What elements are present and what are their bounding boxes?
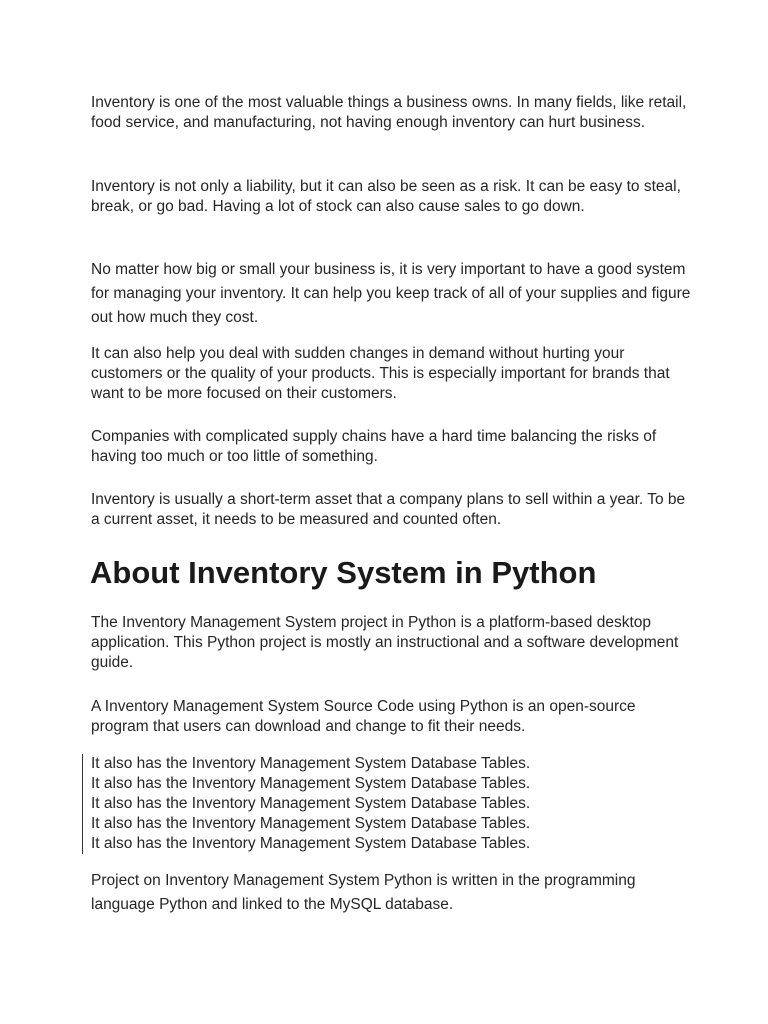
paragraph-open-source: A Inventory Management System Source Code using Python is an open-source program that users can download and change to fit their needs. (91, 698, 636, 735)
paragraph-project-description: The Inventory Management System project in Python is a platform-based desktop application. This Python project is mostly an instructional and a software development guide. (91, 614, 679, 671)
quote-line: It also has the Inventory Management System Database Tables. (91, 835, 531, 852)
paragraph-demand-changes: It can also help you deal with sudden changes in demand without hurting your customers or the quality of your products. This is especially important for brands that want to be more focused on their customers. (91, 345, 670, 402)
paragraph-short-term-asset: Inventory is usually a short-term asset that a company plans to sell within a year. To be a current asset, it needs to be measured and counted often. (91, 491, 686, 528)
paragraph-supply-chains: Companies with complicated supply chains have a hard time balancing the risks of having too much or too little of something. (91, 428, 657, 465)
blockquote (82, 754, 711, 854)
section-heading: About Inventory System in Python (90, 555, 597, 590)
paragraph-inventory-system: No matter how big or small your business is, it is very important to have a good system for managing your inventory. It can help you keep track of all of your supplies and figure out how much they cost. (91, 261, 691, 326)
paragraph-inventory-value: Inventory is one of the most valuable things a business owns. In many fields, like retail, food service, and manufacturing, not having enough inventory can hurt business. (91, 94, 687, 131)
quote-line: It also has the Inventory Management System Database Tables. (91, 815, 531, 832)
quote-line: It also has the Inventory Management System Database Tables. (91, 795, 531, 812)
paragraph-inventory-risk: Inventory is not only a liability, but it can also be seen as a risk. It can be easy to steal, break, or go bad. Having a lot of stock can also cause sales to go down. (91, 178, 681, 215)
paragraph-mysql: Project on Inventory Management System Python is written in the programming language Python and linked to the MySQL database. (91, 872, 636, 913)
quote-line: It also has the Inventory Management System Database Tables. (91, 775, 531, 792)
quote-line: It also has the Inventory Management System Database Tables. (91, 755, 531, 772)
